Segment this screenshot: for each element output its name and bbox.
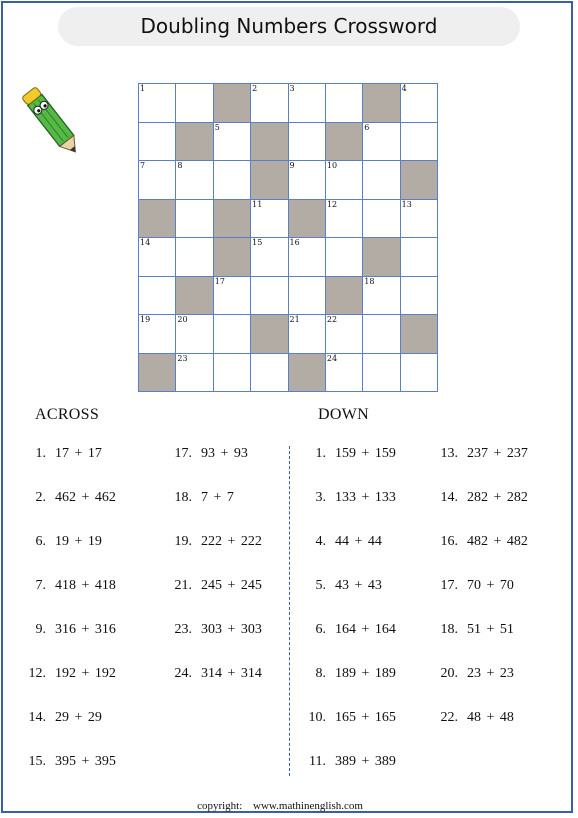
answer-cell[interactable] bbox=[213, 161, 250, 200]
clue-number: 1. bbox=[35, 446, 46, 461]
blocked-cell bbox=[213, 84, 250, 123]
clue-number: 2. bbox=[35, 490, 46, 505]
clue-number: 15. bbox=[28, 754, 46, 769]
clue-number: 13. bbox=[440, 446, 458, 461]
clue-item bbox=[296, 622, 396, 638]
clue-number: 23. bbox=[174, 622, 192, 637]
blocked-cell bbox=[139, 353, 176, 392]
clue-number: 24. bbox=[174, 666, 192, 681]
clue-item bbox=[162, 666, 262, 682]
answer-cell[interactable] bbox=[288, 84, 325, 123]
clue-expression: 282 + 282 bbox=[467, 490, 528, 505]
clue-number: 7. bbox=[35, 578, 46, 593]
answer-cell[interactable] bbox=[363, 315, 400, 354]
clue-item bbox=[162, 490, 234, 506]
cell-number: 22 bbox=[326, 315, 338, 324]
answer-cell[interactable] bbox=[139, 84, 176, 123]
cell-number: 18 bbox=[364, 276, 375, 286]
answer-cell[interactable] bbox=[213, 122, 250, 161]
answer-cell[interactable] bbox=[325, 315, 362, 354]
answer-cell[interactable] bbox=[325, 353, 362, 392]
clue-item bbox=[296, 754, 396, 770]
answer-cell[interactable] bbox=[176, 238, 213, 277]
blocked-cell bbox=[251, 315, 288, 354]
answer-cell[interactable] bbox=[288, 276, 325, 315]
answer-cell[interactable] bbox=[400, 276, 437, 315]
clue-number: 3. bbox=[315, 490, 326, 505]
cell-number: 23 bbox=[177, 353, 188, 363]
clue-item bbox=[428, 666, 514, 682]
cell-number: 24 bbox=[326, 353, 338, 363]
blocked-cell bbox=[325, 122, 362, 161]
blocked-cell bbox=[288, 199, 325, 238]
answer-cell[interactable] bbox=[363, 199, 400, 238]
answer-cell[interactable] bbox=[363, 161, 400, 200]
page-title: Doubling Numbers Crossword bbox=[140, 14, 438, 38]
clue-number: 4. bbox=[315, 534, 326, 549]
blocked-cell bbox=[213, 238, 250, 277]
clue-item bbox=[428, 710, 514, 726]
answer-cell[interactable] bbox=[288, 238, 325, 277]
clue-expression: 93 + 93 bbox=[201, 446, 248, 461]
cell-number: 12 bbox=[326, 199, 338, 209]
clue-number: 21. bbox=[174, 578, 192, 593]
clue-number: 14. bbox=[440, 490, 458, 505]
clue-expression: 48 + 48 bbox=[467, 710, 514, 725]
clue-item bbox=[16, 578, 116, 594]
blocked-cell bbox=[288, 353, 325, 392]
cell-number: 13 bbox=[401, 199, 412, 209]
clue-item bbox=[16, 446, 102, 462]
clue-number: 9. bbox=[35, 622, 46, 637]
clue-expression: 23 + 23 bbox=[467, 666, 514, 681]
clue-item bbox=[16, 534, 102, 550]
clue-expression: 462 + 462 bbox=[55, 490, 116, 505]
pencil-icon bbox=[22, 80, 82, 164]
cell-number: 11 bbox=[252, 199, 263, 209]
blocked-cell bbox=[213, 199, 250, 238]
cell-number: 10 bbox=[326, 161, 338, 170]
cell-number: 15 bbox=[252, 238, 263, 247]
answer-cell[interactable] bbox=[139, 276, 176, 315]
answer-cell[interactable] bbox=[139, 161, 176, 200]
blocked-cell bbox=[400, 315, 437, 354]
clue-number: 12. bbox=[28, 666, 46, 681]
clue-number: 5. bbox=[315, 578, 326, 593]
clue-number: 8. bbox=[315, 666, 326, 681]
clue-expression: 51 + 51 bbox=[467, 622, 514, 637]
clue-item bbox=[428, 622, 514, 638]
answer-cell[interactable] bbox=[400, 199, 437, 238]
cell-number: 5 bbox=[214, 122, 220, 132]
answer-cell[interactable] bbox=[325, 199, 362, 238]
cell-number: 8 bbox=[177, 161, 183, 170]
cell-number: 14 bbox=[140, 238, 151, 247]
blocked-cell bbox=[363, 238, 400, 277]
clue-expression: 314 + 314 bbox=[201, 666, 262, 681]
clue-expression: 303 + 303 bbox=[201, 622, 262, 637]
clue-item bbox=[296, 534, 382, 550]
clue-number: 16. bbox=[440, 534, 458, 549]
crossword-grid bbox=[138, 83, 438, 392]
grid-row bbox=[139, 199, 438, 238]
clue-expression: 482 + 482 bbox=[467, 534, 528, 549]
answer-cell[interactable] bbox=[400, 122, 437, 161]
clue-number: 18. bbox=[174, 490, 192, 505]
clue-item bbox=[16, 710, 102, 726]
clue-expression: 159 + 159 bbox=[335, 446, 396, 461]
cell-number: 4 bbox=[401, 84, 407, 93]
answer-cell[interactable] bbox=[176, 84, 213, 123]
clue-expression: 17 + 17 bbox=[55, 446, 102, 461]
grid-row bbox=[139, 161, 438, 200]
answer-cell[interactable] bbox=[213, 276, 250, 315]
clue-item bbox=[16, 622, 116, 638]
blocked-cell bbox=[251, 161, 288, 200]
blocked-cell bbox=[251, 122, 288, 161]
clue-number: 18. bbox=[440, 622, 458, 637]
answer-cell[interactable] bbox=[251, 276, 288, 315]
grid-row bbox=[139, 276, 438, 315]
answer-cell[interactable] bbox=[325, 238, 362, 277]
clue-item bbox=[428, 490, 528, 506]
clue-number: 14. bbox=[28, 710, 46, 725]
answer-cell[interactable] bbox=[176, 199, 213, 238]
clue-expression: 7 + 7 bbox=[201, 490, 234, 505]
blocked-cell bbox=[139, 199, 176, 238]
blocked-cell bbox=[176, 122, 213, 161]
site-link[interactable]: www.mathinenglish.com bbox=[253, 800, 363, 812]
blocked-cell bbox=[325, 276, 362, 315]
blocked-cell bbox=[363, 84, 400, 123]
clue-expression: 192 + 192 bbox=[55, 666, 116, 681]
cell-number: 21 bbox=[289, 315, 300, 324]
answer-cell[interactable] bbox=[325, 161, 362, 200]
cell-number: 7 bbox=[140, 161, 146, 170]
answer-cell[interactable] bbox=[251, 353, 288, 392]
clue-expression: 395 + 395 bbox=[55, 754, 116, 769]
answer-cell[interactable] bbox=[288, 122, 325, 161]
clue-number: 19. bbox=[174, 534, 192, 549]
answer-cell[interactable] bbox=[363, 276, 400, 315]
clue-item bbox=[296, 710, 396, 726]
clue-number: 17. bbox=[174, 446, 192, 461]
clue-expression: 44 + 44 bbox=[335, 534, 382, 549]
answer-cell[interactable] bbox=[288, 315, 325, 354]
grid-row bbox=[139, 238, 438, 277]
clue-item bbox=[162, 622, 262, 638]
clue-item bbox=[296, 578, 382, 594]
cell-number: 19 bbox=[140, 315, 151, 324]
answer-cell[interactable] bbox=[139, 315, 176, 354]
answer-cell[interactable] bbox=[400, 238, 437, 277]
grid-row bbox=[139, 353, 438, 392]
clue-expression: 418 + 418 bbox=[55, 578, 116, 593]
cell-number: 9 bbox=[289, 161, 295, 170]
clue-number: 6. bbox=[315, 622, 326, 637]
clue-expression: 70 + 70 bbox=[467, 578, 514, 593]
clue-number: 11. bbox=[309, 754, 326, 769]
clue-number: 22. bbox=[440, 710, 458, 725]
clue-item bbox=[296, 666, 396, 682]
answer-cell[interactable] bbox=[176, 161, 213, 200]
answer-cell[interactable] bbox=[325, 84, 362, 123]
clue-number: 6. bbox=[35, 534, 46, 549]
down-heading: DOWN bbox=[318, 406, 369, 423]
clue-expression: 389 + 389 bbox=[335, 754, 396, 769]
answer-cell[interactable] bbox=[139, 238, 176, 277]
clue-item bbox=[162, 578, 262, 594]
answer-cell[interactable] bbox=[176, 315, 213, 354]
clue-expression: 19 + 19 bbox=[55, 534, 102, 549]
answer-cell[interactable] bbox=[251, 238, 288, 277]
cell-number: 3 bbox=[289, 84, 295, 93]
cell-number: 1 bbox=[140, 84, 146, 93]
clue-item bbox=[296, 446, 396, 462]
clue-number: 17. bbox=[440, 578, 458, 593]
clue-number: 1. bbox=[315, 446, 326, 461]
answer-cell[interactable] bbox=[288, 161, 325, 200]
copyright-label: copyright: bbox=[197, 800, 243, 812]
clue-expression: 245 + 245 bbox=[201, 578, 262, 593]
clue-item bbox=[428, 446, 528, 462]
column-divider bbox=[289, 446, 290, 776]
cell-number: 20 bbox=[177, 315, 188, 324]
clue-item bbox=[296, 490, 396, 506]
clue-expression: 43 + 43 bbox=[335, 578, 382, 593]
clue-item bbox=[162, 534, 262, 550]
clue-expression: 316 + 316 bbox=[55, 622, 116, 637]
clue-expression: 164 + 164 bbox=[335, 622, 396, 637]
clue-expression: 189 + 189 bbox=[335, 666, 396, 681]
footer bbox=[0, 800, 560, 812]
clue-expression: 165 + 165 bbox=[335, 710, 396, 725]
blocked-cell bbox=[400, 161, 437, 200]
clue-item bbox=[162, 446, 248, 462]
clue-number: 10. bbox=[308, 710, 326, 725]
grid-row bbox=[139, 122, 438, 161]
cell-number: 6 bbox=[364, 122, 370, 132]
clue-number: 20. bbox=[440, 666, 458, 681]
clue-item bbox=[16, 666, 116, 682]
blocked-cell bbox=[176, 276, 213, 315]
clue-item bbox=[16, 490, 116, 506]
cell-number: 17 bbox=[214, 276, 225, 286]
across-heading: ACROSS bbox=[35, 406, 100, 423]
answer-cell[interactable] bbox=[213, 353, 250, 392]
clue-expression: 133 + 133 bbox=[335, 490, 396, 505]
clue-expression: 29 + 29 bbox=[55, 710, 102, 725]
answer-cell[interactable] bbox=[251, 84, 288, 123]
grid-row bbox=[139, 84, 438, 123]
answer-cell[interactable] bbox=[176, 353, 213, 392]
cell-number: 2 bbox=[252, 84, 258, 93]
clue-expression: 237 + 237 bbox=[467, 446, 528, 461]
answer-cell[interactable] bbox=[251, 199, 288, 238]
answer-cell[interactable] bbox=[400, 353, 437, 392]
clue-item bbox=[428, 578, 514, 594]
answer-cell[interactable] bbox=[400, 84, 437, 123]
answer-cell[interactable] bbox=[139, 122, 176, 161]
clue-expression: 222 + 222 bbox=[201, 534, 262, 549]
answer-cell[interactable] bbox=[213, 315, 250, 354]
answer-cell[interactable] bbox=[363, 353, 400, 392]
cell-number: 16 bbox=[289, 238, 300, 247]
grid-row bbox=[139, 315, 438, 354]
answer-cell[interactable] bbox=[363, 122, 400, 161]
clue-item bbox=[428, 534, 528, 550]
clue-item bbox=[16, 754, 116, 770]
